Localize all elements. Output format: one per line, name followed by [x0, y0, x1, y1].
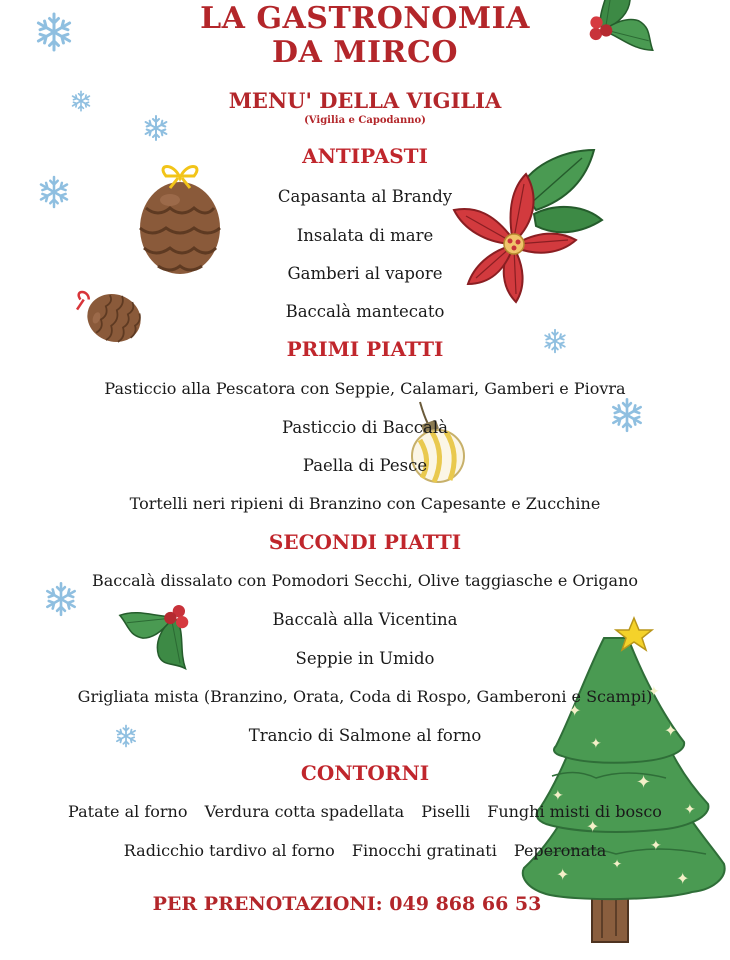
menu-item: Peperonata [513, 841, 607, 860]
section-title-antipasti: ANTIPASTI [302, 144, 428, 168]
contorni-row-1 [0, 801, 730, 823]
menu-item: Insalata di mare [296, 226, 434, 245]
menu-item: Finocchi gratinati [351, 841, 497, 860]
svg-text:✦: ✦ [676, 869, 690, 888]
svg-text:✦: ✦ [586, 817, 600, 836]
menu-item: Trancio di Salmone al forno [248, 726, 482, 745]
menu-item: Patate al forno [68, 802, 188, 821]
section-title-primi: PRIMI PIATTI [286, 337, 444, 361]
svg-text:✦: ✦ [636, 772, 652, 793]
menu-item: Funghi misti di bosco [487, 802, 662, 821]
section-title-secondi: SECONDI PIATTI [268, 530, 462, 554]
svg-text:✦: ✦ [648, 684, 660, 700]
menu-item: Seppie in Umido [295, 649, 435, 668]
menu-item: Paella di Pesce [302, 456, 428, 475]
svg-text:✦: ✦ [664, 721, 678, 740]
menu-item: Piselli [421, 802, 471, 821]
menu-item: Gamberi al vapore [287, 264, 443, 283]
menu-item: Tortelli neri ripieni di Branzino con Capesante e Zucchine [129, 494, 601, 513]
svg-text:✦: ✦ [568, 701, 582, 720]
restaurant-name-line1: LA GASTRONOMIA [200, 1, 530, 36]
menu-item: Pasticcio alla Pescatora con Seppie, Calamari, Gamberi e Piovra [104, 379, 626, 398]
svg-text:✦: ✦ [650, 838, 662, 854]
menu-item: Radicchio tardivo al forno [123, 841, 335, 860]
menu-item: Capasanta al Brandy [277, 187, 453, 206]
svg-text:✦: ✦ [556, 865, 570, 884]
menu-item: Grigliata mista (Branzino, Orata, Coda di Rospo, Gamberoni e Scampi) [77, 687, 653, 706]
restaurant-name-line2: DA MIRCO [272, 35, 458, 70]
booking-phone: PER PRENOTAZIONI: 049 868 66 53 [152, 893, 542, 915]
menu-item: Baccalà dissalato con Pomodori Secchi, Olive taggiasche e Origano [91, 571, 639, 590]
menu-item: Pasticcio di Baccalà [282, 418, 448, 437]
menu-item: Baccalà mantecato [285, 302, 445, 321]
section-title-contorni: CONTORNI [300, 761, 430, 785]
svg-text:✦: ✦ [612, 857, 623, 871]
menu-subtitle: (Vigilia e Capodanno) [304, 115, 426, 126]
menu-item: Verdura cotta spadellata [204, 802, 405, 821]
contorni-row-2 [0, 840, 730, 862]
menu-title: MENU' DELLA VIGILIA [228, 88, 502, 113]
menu-item: Baccalà alla Vicentina [272, 610, 458, 629]
svg-text:✦: ✦ [684, 802, 696, 818]
svg-text:✦: ✦ [552, 788, 564, 804]
svg-text:✦: ✦ [590, 736, 602, 752]
